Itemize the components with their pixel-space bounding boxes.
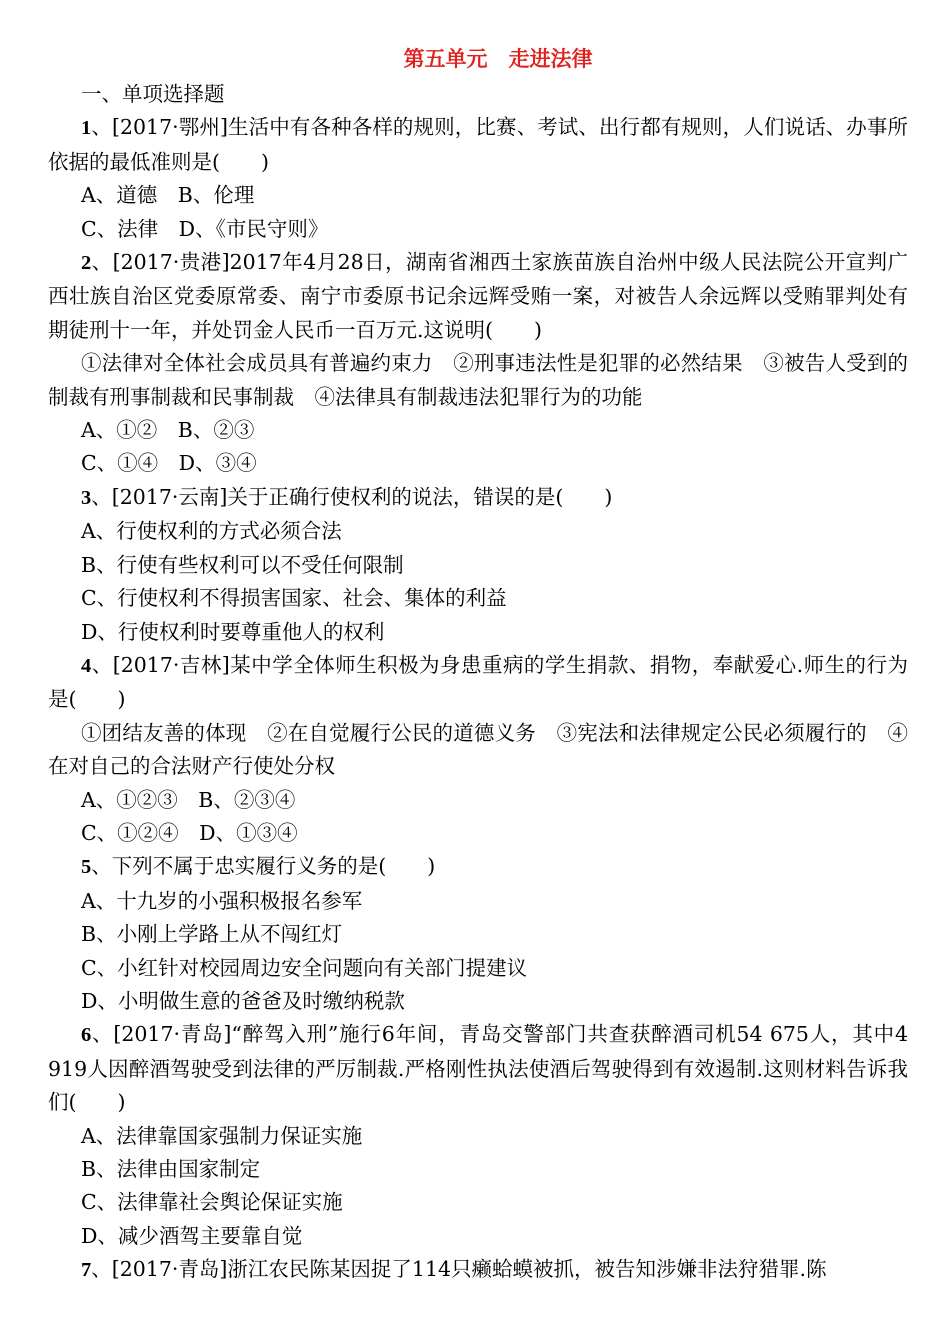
- option-line: C、法律靠社会舆论保证实施: [81, 1190, 343, 1215]
- option-line: B、法律由国家制定: [81, 1157, 261, 1181]
- option-line: D、小明做生意的爸爸及时缴纳税款: [81, 988, 405, 1013]
- option-line: D、减少酒驾主要靠自觉: [81, 1223, 303, 1248]
- question-statements: ①法律对全体社会成员具有普遍约束力 ②刑事违法性是犯罪的必然结果 ③被告人受到的制裁有刑事制裁和民事制裁 ④法律具有制裁违法犯罪行为的功能: [48, 351, 908, 409]
- question-7: [48, 1253, 908, 1287]
- question-number: 6: [81, 1024, 92, 1047]
- option-line: B、小刚上学路上从不闯红灯: [81, 922, 343, 947]
- question-stem: 、下列不属于忠实履行义务的是( ): [91, 854, 436, 879]
- question-stem: 、[2017·云南]关于正确行使权利的说法，错误的是( ): [91, 484, 613, 509]
- question-stem: 、[2017·青岛]“醉驾入刑”施行6年间，青岛交警部门共查获醉酒司机54 675人，其中4 919人因醉酒驾驶受到法律的严厉制裁.严格刚性执法使酒后驾驶得到有效遏制.这则材料告诉我们( ): [48, 1022, 908, 1115]
- section-heading: 一、单项选择题: [81, 82, 225, 106]
- option-line: D、行使权利时要尊重他人的权利: [81, 619, 385, 644]
- question-statements: ①团结友善的体现 ②在自觉履行公民的道德义务 ③宪法和法律规定公民必须履行的 ④在对自己的合法财产行使处分权: [48, 720, 908, 779]
- question-number: 2: [81, 252, 92, 275]
- question-5: [48, 850, 908, 884]
- option-line: B、行使有些权利可以不受任何限制: [81, 552, 404, 577]
- question-number: 1: [81, 117, 92, 140]
- document-page: [48, 40, 908, 1288]
- option-line: A、法律靠国家强制力保证实施: [81, 1123, 363, 1148]
- option-line: C、行使权利不得损害国家、社会、集体的利益: [81, 586, 507, 611]
- option-line: A、①②③ B、②③④: [81, 787, 296, 812]
- question-1: [48, 111, 908, 179]
- option-line: A、道德 B、伦理: [81, 183, 255, 208]
- question-stem: 、[2017·贵港]2017年4月28日，湖南省湘西土家族苗族自治州中级人民法院公开宣判广西壮族自治区党委原常委、南宁市委原书记余远辉受贿一案，对被告人余远辉以受贿罪判处有期徒刑十一年，并处罚金人民币一百万元.这说明( ): [48, 250, 908, 342]
- option-line: C、法律 D、《市民守则》: [81, 216, 329, 241]
- option-line: A、行使权利的方式必须合法: [81, 519, 342, 544]
- question-3: [48, 481, 908, 515]
- option-line: A、十九岁的小强积极报名参军: [81, 888, 363, 913]
- question-number: 3: [81, 486, 92, 509]
- question-stem: 、[2017·吉林]某中学全体师生积极为身患重病的学生捐款、捐物，奉献爱心.师生的行为是( ): [48, 652, 908, 712]
- option-line: C、小红针对校园周边安全问题向有关部门提建议: [81, 955, 528, 980]
- question-6: [48, 1018, 908, 1119]
- question-4: [48, 649, 908, 717]
- option-line: C、①④ D、③④: [81, 451, 257, 476]
- question-stem: 、[2017·鄂州]生活中有各种各样的规则，比赛、考试、出行都有规则，人们说话、办事所依据的最低准则是( ): [48, 115, 908, 174]
- question-number: 5: [81, 856, 92, 879]
- question-number: 4: [81, 654, 92, 677]
- question-stem: 、[2017·青岛]浙江农民陈某因捉了114只癞蛤蟆被抓，被告知涉嫌非法狩猎罪.陈: [91, 1257, 827, 1282]
- question-number: 7: [81, 1259, 92, 1282]
- option-line: A、①② B、②③: [81, 418, 255, 443]
- option-line: C、①②④ D、①③④: [81, 820, 298, 845]
- question-2: [48, 246, 908, 347]
- page-title: 第五单元 走进法律: [403, 46, 593, 71]
